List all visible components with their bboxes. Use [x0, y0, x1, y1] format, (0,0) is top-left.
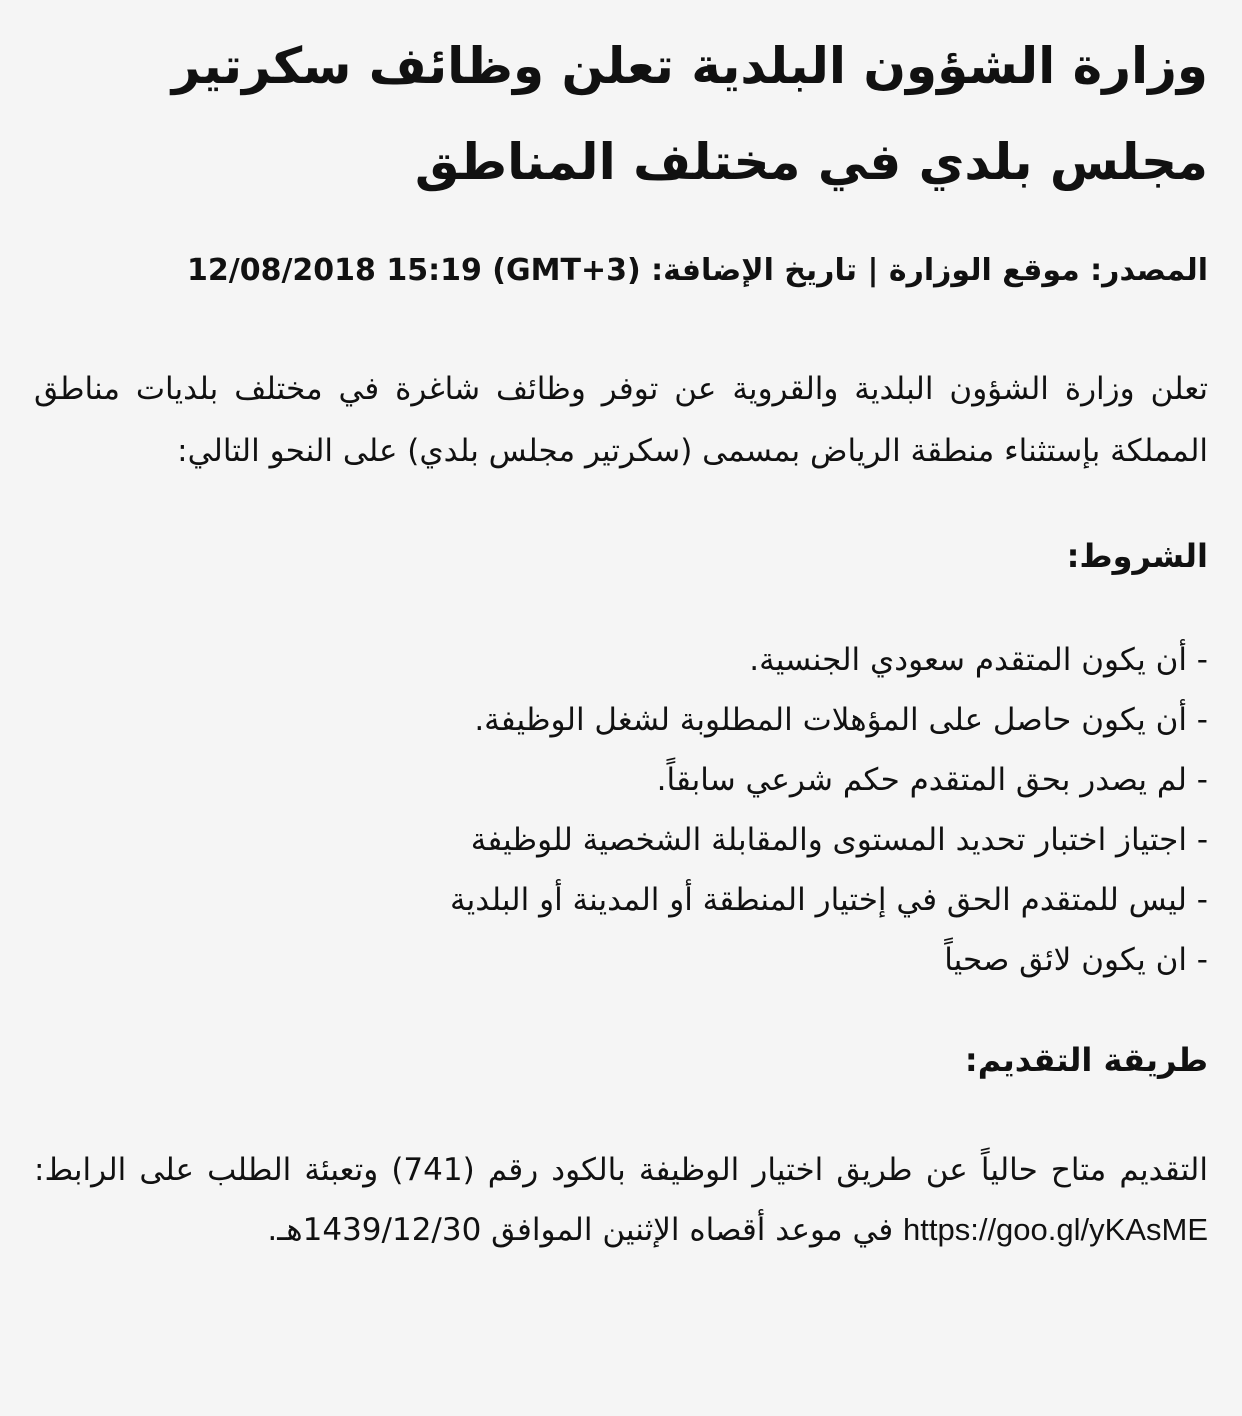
list-item: - ليس للمتقدم الحق في إختيار المنطقة أو المدينة أو البلدية	[450, 882, 1208, 918]
article-meta	[34, 250, 1208, 292]
list-item: - اجتياز اختبار تحديد المستوى والمقابلة الشخصية للوظيفة	[470, 822, 1208, 858]
article-title: وزارة الشؤون البلدية تعلن وظائف سكرتير مجلس بلدي في مختلف المناطق	[171, 37, 1208, 191]
application-method-paragraph	[34, 1140, 1208, 1260]
list-item: - لم يصدر بحق المتقدم حكم شرعي سابقاً.	[656, 762, 1208, 798]
date-label: تاريخ الإضافة:	[651, 253, 857, 288]
meta-separator: |	[867, 253, 879, 288]
intro-paragraph: تعلن وزارة الشؤون البلدية والقروية عن توفر وظائف شاغرة في مختلف بلديات مناطق المملكة بإستثناء منطقة الرياض بمسمى (سكرتير مجلس بلدي) على النحو التالي:	[34, 371, 1208, 469]
list-item: - أن يكون المتقدم سعودي الجنسية.	[749, 642, 1208, 678]
deadline-text: في موعد أقصاه الإثنين الموافق 1439/12/30هـ.	[267, 1212, 894, 1248]
date-value: 12/08/2018 15:19 (GMT+3)	[187, 253, 641, 288]
source-value: موقع الوزارة	[888, 253, 1080, 288]
source-label: المصدر:	[1090, 253, 1208, 288]
application-link[interactable]: https://goo.gl/yKAsME	[903, 1212, 1208, 1247]
list-item: - أن يكون حاصل على المؤهلات المطلوبة لشغل الوظيفة.	[474, 702, 1208, 738]
conditions-list	[34, 630, 1208, 990]
application-method-heading: طريقة التقديم:	[964, 1041, 1208, 1079]
conditions-heading: الشروط:	[1066, 537, 1208, 575]
list-item: - ان يكون لائق صحياً	[944, 942, 1208, 978]
method-text: التقديم متاح حالياً عن طريق اختيار الوظيفة بالكود رقم (741) وتعبئة الطلب على الرابط:	[34, 1152, 1208, 1188]
